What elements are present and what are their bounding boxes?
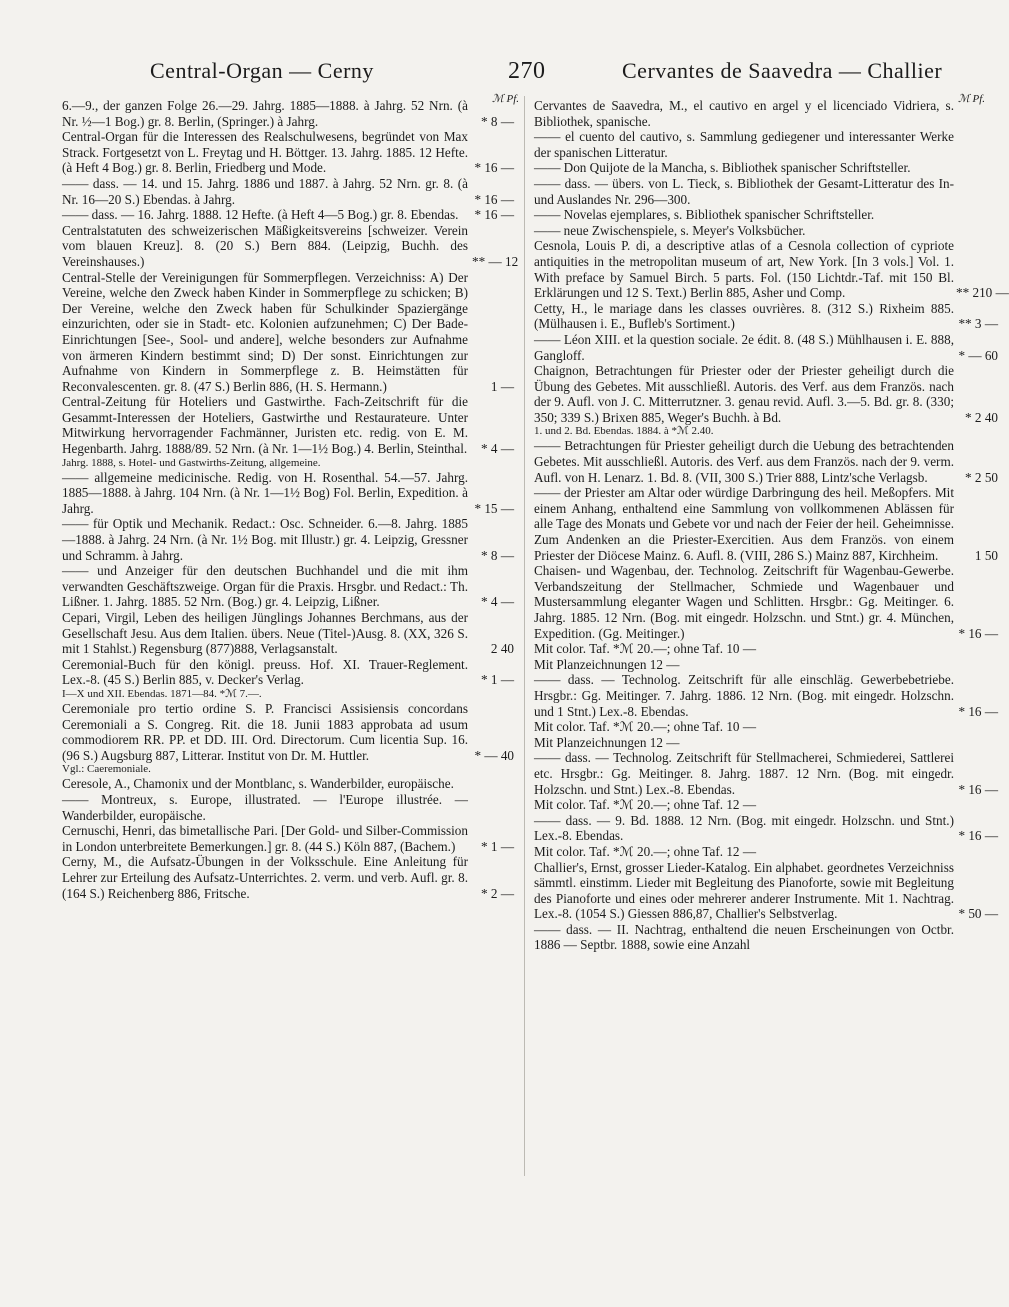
entry-text: Mit color. Taf. *ℳ 20.—; ohne Taf. 12 — — [534, 797, 757, 813]
catalog-entry — [534, 485, 998, 563]
catalog-entry — [534, 844, 954, 860]
entry-price: * 15 — — [474, 500, 514, 516]
column-divider — [524, 96, 525, 1176]
catalog-entry — [62, 823, 514, 854]
entry-text: —— Montreux, s. Europe, illustrated. — l'Europe illustrée. — Wanderbilder, europäische. — [62, 791, 468, 823]
entry-text: —— dass. — II. Nachtrag, enthaltend die neuen Erscheinungen von Octbr. 1886 — Septbr. 1888, sowie eine Anzahl — [534, 921, 954, 953]
entry-text: Centralstatuten des schweizerischen Mäßigkeitsvereins [schweizer. Verein vom blauen Kreuz]. 8. (20 S.) Bern 884. (Leipzig, Buchh. des Vereinshauses.) — [62, 222, 468, 269]
entry-text: —— el cuento del cautivo, s. Sammlung gediegener und interessanter Werke der spanischen Litteratur. — [534, 129, 954, 160]
catalog-entry — [62, 470, 514, 517]
catalog-entry — [62, 792, 514, 823]
entry-text: Mit color. Taf. *ℳ 20.—; ohne Taf. 10 — — [534, 719, 757, 735]
entry-price: * 2 50 — [965, 469, 998, 485]
entry-price: * 1 — — [481, 838, 514, 854]
entry-text: Challier's, Ernst, grosser Lieder-Katalog. Ein alphabet. geordnetes Verzeichniss sämmtl. einstimm. Lieder mit Begleitung des Pianoforte, sowie mit Begleitung des Pianoforte und eines oder mehrerer anderer Instrumente. Mit 1. Nachtrag. Lex.-8. (1054 S.) Giessen 886,87, Challier's Selbstverlag. — [534, 859, 954, 922]
catalog-entry — [62, 222, 519, 270]
catalog-entry — [62, 763, 514, 776]
catalog-entry — [62, 270, 514, 395]
entry-text: —— dass. — Technolog. Zeitschrift für Stellmacherei, Schmiederei, Sattlerei etc. Hrsgbr.: Gg. Meitinger. 8. Jahrg. 1887. 12 Nrn. (Bog. mit eingedr. Holzschn. und Stnt.) Lex.-8. Ebendas. — [534, 750, 954, 797]
catalog-entry — [62, 207, 514, 223]
catalog-entry — [534, 719, 954, 735]
entry-text: Chaisen- und Wagenbau, der. Technolog. Zeitschrift für Wagenbau-Gewerbe. Verbandszeitung der Stellmacher, Schmiede und Wagenbauer und Mustersammlung eleganter Wagen und Schlitten. Hrsgbr.: Gg. Meitinger. 6. Jahrg. 1885. 12 Nrn. (Bog. mit eingedr. Holzschn. und Stnt.) gr. 4. München, Expedition. (Gg. Meitinger.) — [534, 563, 954, 641]
entry-text: —— dass. — 14. und 15. Jahrg. 1886 und 1887. à Jahrg. 52 Nrn. gr. 8. (à Nr. 16—20 S.) Ebendas. à Jahrg. — [62, 175, 468, 207]
catalog-entry — [62, 516, 514, 563]
entry-price: 2 40 — [490, 641, 514, 657]
entry-text: Cesnola, Louis P. di, a descriptive atlas of a Cesnola collection of cypriote antiquities in the metropolitan museum of art, New York. [In 3 vols.] Vol. 1. With preface by Samuel Birch. 5 parts. Fol. (150 Lichtdr.-Taf. mit 150 Bl. Erklärungen und 12 S. Text.) Berlin 885, Asher und Comp. — [534, 238, 954, 301]
catalog-entry — [62, 657, 514, 688]
catalog-entry — [62, 457, 514, 470]
entry-text: Vgl.: Caeremoniale. — [62, 763, 151, 776]
entry-text: Ceresole, A., Chamonix und der Montblanc, s. Wanderbilder, europäische. — [62, 776, 454, 792]
entry-text: —— Léon XIII. et la question sociale. 2e édit. 8. (48 S.) Mühlhausen i. E. 888, Gangloff. — [534, 331, 954, 363]
entry-text: Cerny, M., die Aufsatz-Übungen in der Volksschule. Eine Anleitung für Lehrer zur Erteilung des Aufsatz-Unterrichtes. 2. verm. und verb. Aufl. gr. 8. (164 S.) Reichenberg 886, Fritsche. — [62, 854, 468, 901]
entry-text: Ceremoniale pro tertio ordine S. P. Francisci Assisiensis concordans Ceremoniali a S. Congreg. Rit. die 18. Junii 1883 approbata ad usum commodiorem RR. PP. et DD. III. Ord. Directorum. Cum licentia Sup. 16. (96 S.) Augsburg 887, Litterar. Institut von Dr. M. Huttler. — [62, 700, 468, 763]
catalog-entry — [62, 176, 514, 207]
entry-text: —— dass. — Technolog. Zeitschrift für alle einschläg. Gewerbebetriebe. Hrsgbr.: Gg. Meitinger. 7. Jahrg. 1886. 12 Nrn. (Bog. mit eingedr. Holzschn. und 1 Stnt.) Lex.-8. Ebendas. — [534, 672, 954, 719]
entry-price: ** 3 — — [958, 316, 998, 332]
entry-text: —— und Anzeiger für den deutschen Buchhandel und die mit ihm verwandten Geschäftszweige. Organ für die Praxis. Hrsgbr. und Redact.: Th. Lißner. 1. Jahrg. 1885. 52 Nrn. (Bog.) gr. 4. Leipzig, Lißner. — [62, 563, 468, 610]
entry-price: * 2 — — [481, 885, 514, 901]
catalog-entry — [534, 672, 998, 719]
entry-price: 1 — — [490, 378, 514, 394]
catalog-entry — [62, 701, 514, 763]
entry-text: —— dass. — 16. Jahrg. 1888. 12 Hefte. (à Heft 4—5 Bog.) gr. 8. Ebendas. — [62, 207, 459, 223]
entry-text: Ceremonial-Buch für den königl. preuss. Hof. XI. Trauer-Reglement. Lex.-8. (45 S.) Berlin 885, v. Decker's Verlag. — [62, 656, 468, 688]
catalog-entry — [534, 438, 998, 485]
entry-text: Mit color. Taf. *ℳ 20.—; ohne Taf. 10 — — [534, 641, 757, 657]
entry-price: * — 60 — [958, 347, 998, 363]
entry-text: —— dass. — übers. von L. Tieck, s. Bibliothek der Gesamt-Litteratur des In- und Auslandes Nr. 296—300. — [534, 175, 954, 207]
catalog-entry — [62, 776, 514, 792]
entry-text: Mit Planzeichnungen 12 — — [534, 656, 680, 672]
entry-text: —— dass. — 9. Bd. 1888. 12 Nrn. (Bog. mit eingedr. Holzschn. und Stnt.) Lex.-8. Ebendas. — [534, 812, 954, 844]
entry-text: Chaignon, Betrachtungen für Priester oder der Priester geheiligt durch die Übung des Gebetes. Mit ausschließl. Autoris. des Verf. aus dem Französ. nach der 9. Aufl. von J. C. Mitterrutzner. 3. genau revid. Aufl. 3.—5. Bd. gr. 8. (330; 350; 339 S.) Brixen 885, Weger's Buchh. à Bd. — [534, 363, 954, 425]
entry-price: * — 40 — [474, 747, 514, 763]
catalog-entry — [534, 750, 998, 797]
entry-price: * 8 — — [481, 547, 514, 563]
catalog-entry — [534, 207, 954, 223]
entry-price: * 16 — — [958, 625, 998, 641]
catalog-entry — [534, 98, 954, 129]
entry-price: ** 210 — — [956, 285, 1009, 301]
entry-text: —— Betrachtungen für Priester geheiligt durch die Uebung des betrachtenden Gebetes. Mit ausschließl. Autoris. des Verf. aus dem Französ. nach der 9. verm. Aufl. von H. Lenarz. 1. Bd. 8. (VII, 300 S.) Trier 888, Lintz'sche Verlagsb. — [534, 438, 954, 485]
catalog-entry — [62, 563, 514, 610]
catalog-entry — [534, 922, 954, 953]
entry-text: Central-Organ für die Interessen des Realschulwesens, begründet von Max Strack. Fortgesetzt von L. Freytag und H. Böttger. 13. Jahrg. 1885. 12 Hefte. (à Heft 4 Bog.) gr. 8. Berlin, Friedberg und Mode. — [62, 129, 468, 176]
entry-text: —— neue Zwischenspiele, s. Meyer's Volksbücher. — [534, 222, 806, 238]
catalog-entry — [534, 363, 998, 425]
catalog-entry — [534, 160, 954, 176]
catalog-entry — [534, 129, 954, 160]
catalog-entry — [534, 735, 954, 751]
entry-text: Cetty, H., le mariage dans les classes ouvrières. 8. (312 S.) Rixheim 885. (Mülhausen i. E., Bufleb's Sortiment.) — [534, 300, 954, 332]
entry-price: * 4 — — [481, 441, 514, 457]
entry-text: Mit Planzeichnungen 12 — — [534, 734, 680, 750]
entry-price: * 16 — — [958, 781, 998, 797]
catalog-entry — [534, 812, 998, 844]
catalog-entry — [534, 797, 954, 813]
running-head-right: Cervantes de Saavedra — Challier — [622, 58, 943, 83]
entry-price: ** — 12 — [472, 253, 519, 269]
entry-text: 6.—9., der ganzen Folge 26.—29. Jahrg. 1885—1888. à Jahrg. 52 Nrn. (à Nr. ½—1 Bog.) gr. 8. Berlin, (Springer.) à Jahrg. — [62, 98, 468, 129]
catalog-entry — [534, 425, 954, 438]
entry-text: Mit color. Taf. *ℳ 20.—; ohne Taf. 12 — — [534, 843, 757, 859]
entry-text: Jahrg. 1888, s. Hotel- und Gastwirths-Zeitung, allgemeine. — [62, 456, 321, 469]
entry-price: * 2 40 — [965, 409, 998, 425]
entry-text: Cernuschi, Henri, das bimetallische Pari. [Der Gold- und Silber-Commission in London unterbreitete Bemerkungen.] gr. 8. (44 S.) Köln 887, (Bachem.) — [62, 823, 468, 854]
catalog-entry — [534, 641, 954, 657]
price-column-head-right: ℳ Pf. — [958, 93, 986, 105]
catalog-entry — [534, 657, 954, 673]
catalog-entry — [534, 563, 998, 641]
catalog-entry — [62, 610, 514, 657]
catalog-entry — [62, 394, 514, 456]
page-number: 270 — [508, 58, 546, 84]
entry-text: —— allgemeine medicinische. Redig. von H. Rosenthal. 54.—57. Jahrg. 1885—1888. à Jahrg. 104 Nrn. (à Nr. 1—1½ Bog) Fol. Berlin, Expedition. à Jahrg. — [62, 469, 468, 516]
entry-price: * 16 — — [474, 191, 514, 207]
entry-text: 1. und 2. Bd. Ebendas. 1884. à *ℳ 2.40. — [534, 425, 714, 438]
entry-text: —— für Optik und Mechanik. Redact.: Osc. Schneider. 6.—8. Jahrg. 1885—1888. à Jahrg. 24 Nrn. (à Nr. 1½ Bog. mit Illustr.) gr. 4. Leipzig, Gressner und Schramm. à Jahrg. — [62, 516, 468, 563]
catalog-entry — [534, 223, 954, 239]
catalog-entry — [62, 129, 514, 176]
catalog-entry — [62, 854, 514, 901]
entry-price: * 16 — — [474, 160, 514, 176]
catalog-entry — [534, 331, 998, 363]
entry-text: Cepari, Virgil, Leben des heiligen Jünglings Johannes Berchmans, aus der Gesellschaft Jesu. Aus dem Italien. übers. Neue (Titel-)Ausg. 8. (XX, 326 S. mit 1 Stahlst.) Regensburg (877)888, Verlagsanstalt. — [62, 610, 468, 657]
entry-price: * 50 — — [958, 906, 998, 922]
entry-price: * 16 — — [474, 207, 514, 223]
entry-price: 1 50 — [974, 547, 998, 563]
catalog-entry — [62, 688, 514, 701]
entry-text: —— der Priester am Altar oder würdige Darbringung des heil. Meßopfers. Mit einem Anhang, enthaltend eine Sammlung von vollkommenen Ablässen für alle Tage des Monats und Gebete vor und nach der Feier der heil. Geheimnisse. Zum Andenken an die Priester-Exercitien. Aus dem Französ. von einem Priester der Diöcese Mainz. 6. Aufl. 8. (VIII, 286 S.) Mainz 887, Kirchheim. — [534, 485, 954, 563]
entry-text: Cervantes de Saavedra, M., el cautivo en argel y el licenciado Vidriera, s. Bibliothek, spanische. — [534, 98, 954, 129]
catalog-entry — [534, 859, 998, 922]
catalog-entry — [534, 238, 1009, 301]
entry-text: I—X und XII. Ebendas. 1871—84. *ℳ 7.—. — [62, 687, 262, 700]
catalog-entry — [534, 300, 998, 332]
entry-text: —— Novelas ejemplares, s. Bibliothek spanischer Schriftsteller. — [534, 207, 875, 223]
entry-text: —— Don Quijote de la Mancha, s. Bibliothek spanischer Schriftsteller. — [534, 160, 911, 176]
entry-price: * 4 — — [481, 594, 514, 610]
catalog-entry — [62, 98, 514, 129]
entry-text: Central-Stelle der Vereinigungen für Sommerpflegen. Verzeichniss: A) Der Vereine, welche den Zweck haben Kinder in Sommerpflege zu schicken; B) Der Vereine, welche den Zweck haben für Schulkinder Spaziergänge einzurichten, oder sie in Stadt- etc. Kolonien aufzunehmen; C) Der Bade-Einrichtungen [See-, Sool- und andere], welche besonders zur Aufnahme von ärmeren Kindern bestimmt sind; D) Der sonst. Einrichtungen zur Aufnahme von Kindern in Sommerpflege z. B. Heimstätten für Reconvalescenten. gr. 8. (47 S.) Berlin 886, (H. S. Hermann.) — [62, 269, 468, 394]
catalog-entry — [534, 176, 954, 207]
price-column-head-left: ℳ Pf. — [492, 93, 520, 105]
entry-price: * 1 — — [481, 672, 514, 688]
running-head-left: Central-Organ — Cerny — [150, 58, 374, 83]
entry-price: * 16 — — [958, 703, 998, 719]
entry-price: * 16 — — [958, 828, 998, 844]
entry-text: Central-Zeitung für Hoteliers und Gastwirthe. Fach-Zeitschrift für die Gesammt-Interessen der Hoteliers, Gastwirthe und Restaurateure. Unter Mitwirkung hervorragender Fachmänner, Juristen etc. redig. von E. M. Hegenbarth. Jahrg. 1888/89. 52 Nrn. (à Nr. 1—1½ Bog.) 4. Berlin, Steinthal. — [62, 394, 468, 457]
entry-price: * 8 — — [481, 113, 514, 129]
